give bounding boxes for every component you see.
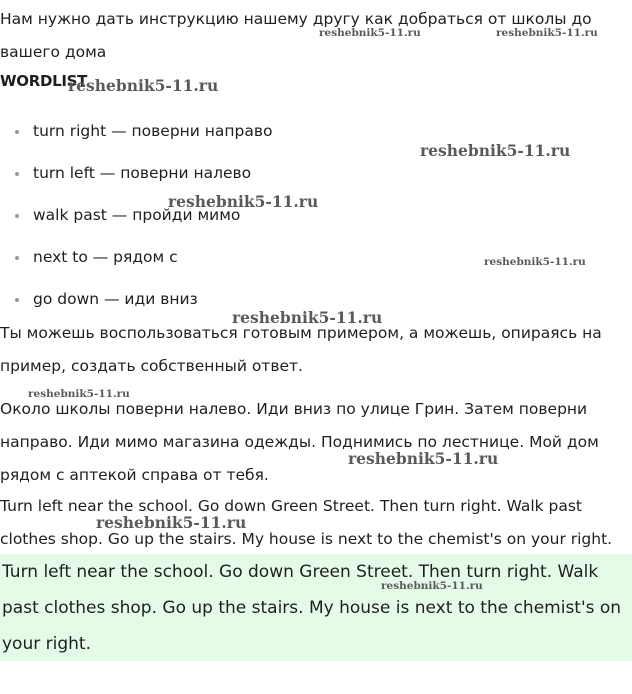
answer-text: Turn left near the school. Go down Green Street. Then turn right. Walk past clothes shop. Go up the stairs. My house is next to the chemist's on your right. (2, 562, 622, 654)
wordlist-entry: walk past — пройди мимо (33, 206, 241, 224)
wordlist-entry: turn left — поверни налево (33, 164, 252, 182)
watermark: reshebnik5-11.ru (68, 76, 219, 95)
list-item (0, 115, 273, 157)
example-english: Turn left near the school. Go down Green Street. Then turn right. Walk past clothes shop. Go up the stairs. My house is next to the chemist's on your right. (0, 497, 613, 548)
answer-box (0, 554, 632, 661)
intro-text: Нам нужно дать инструкцию нашему другу как добраться от школы до вашего дома (0, 10, 592, 61)
watermark: reshebnik5-11.ru (168, 192, 319, 211)
watermark: reshebnik5-11.ru (420, 141, 571, 160)
watermark: reshebnik5-11.ru (348, 449, 499, 468)
watermark: reshebnik5-11.ru (319, 27, 421, 39)
watermark: reshebnik5-11.ru (381, 580, 483, 592)
example-russian: Около школы поверни налево. Иди вниз по улице Грин. Затем поверни направо. Иди мимо магазина одежды. Поднимись по лестнице. Мой дом рядом с аптекой справа от тебя. (0, 400, 599, 484)
watermark: reshebnik5-11.ru (232, 308, 383, 327)
wordlist-entry: go down — иди вниз (33, 290, 198, 308)
watermark: reshebnik5-11.ru (496, 27, 598, 39)
list-item (0, 199, 273, 241)
wordlist-heading: WORDLIST (0, 72, 88, 90)
list-item (0, 241, 273, 283)
bullet-icon (15, 298, 19, 302)
watermark: reshebnik5-11.ru (96, 513, 247, 532)
list-item (0, 157, 273, 199)
wordlist (0, 115, 273, 325)
watermark: reshebnik5-11.ru (28, 388, 130, 400)
wordlist-entry: next to — рядом с (33, 248, 178, 266)
bullet-icon (15, 130, 19, 134)
bullet-icon (15, 214, 19, 218)
wordlist-entry: turn right — поверни направо (33, 122, 273, 140)
bullet-icon (15, 172, 19, 176)
watermark: reshebnik5-11.ru (484, 256, 586, 268)
hint-text: Ты можешь воспользоваться готовым примером, а можешь, опираясь на пример, создать собственный ответ. (0, 324, 602, 375)
bullet-icon (15, 256, 19, 260)
